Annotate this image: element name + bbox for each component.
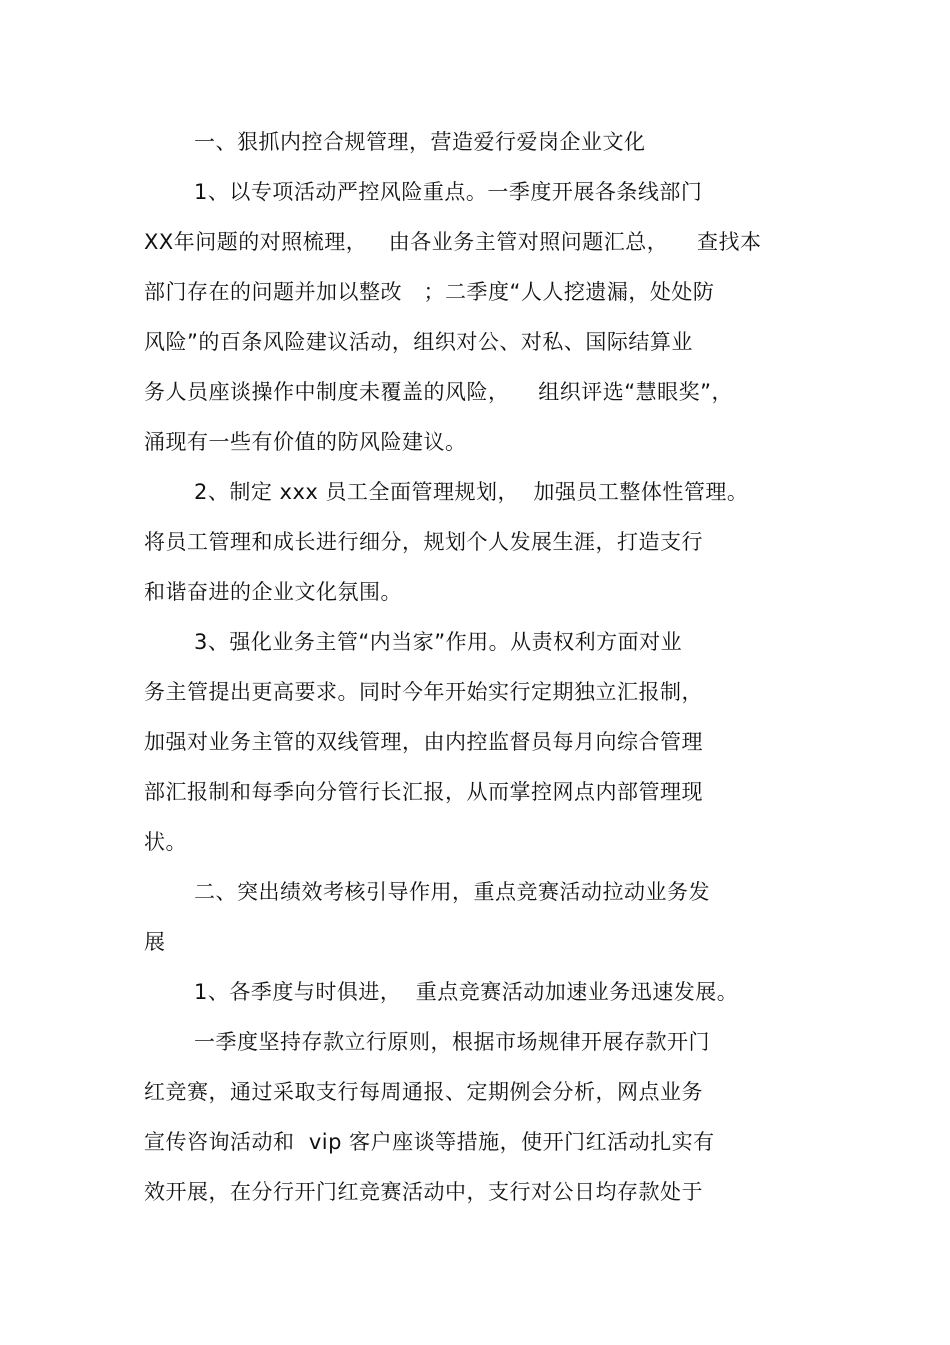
paragraph-line: 将员工管理和成长进行细分，规划个人发展生涯，打造支行 <box>144 530 703 554</box>
paragraph-line: 2、制定 xxx 员工全面管理规划， 加强员工整体性管理。 <box>194 480 749 504</box>
paragraph-line: 1、各季度与时俱进， 重点竞赛活动加速业务迅速发展。 <box>194 980 739 1004</box>
section-heading-2-cont: 展 <box>144 930 166 954</box>
paragraph-line: 部汇报制和每季向分管行长汇报，从而掌控网点内部管理现 <box>144 780 703 804</box>
paragraph-line: 和谐奋进的企业文化氛围。 <box>144 580 402 604</box>
paragraph-line: 加强对业务主管的双线管理，由内控监督员每月向综合管理 <box>144 730 703 754</box>
paragraph-line: 涌现有一些有价值的防风险建议。 <box>144 430 467 454</box>
paragraph-line: XX年问题的对照梳理， 由各业务主管对照问题汇总， 查找本 <box>144 230 762 254</box>
paragraph-line: 部门存在的问题并加以整改 ；二季度“人人挖遗漏，处处防 <box>144 280 715 304</box>
paragraph-line: 3、强化业务主管“内当家”作用。从责权利方面对业 <box>194 630 683 654</box>
section-heading-2: 二、突出绩效考核引导作用，重点竞赛活动拉动业务发 <box>194 880 710 904</box>
paragraph-line: 效开展，在分行开门红竞赛活动中，支行对公日均存款处于 <box>144 1180 703 1204</box>
paragraph-line: 风险”的百条风险建议活动，组织对公、对私、国际结算业 <box>144 330 693 354</box>
paragraph-line: 状。 <box>144 830 187 854</box>
paragraph-line: 一季度坚持存款立行原则，根据市场规律开展存款开门 <box>194 1030 710 1054</box>
paragraph-line: 红竞赛，通过采取支行每周通报、定期例会分析，网点业务 <box>144 1080 703 1104</box>
paragraph-line: 务主管提出更高要求。同时今年开始实行定期独立汇报制， <box>144 680 703 704</box>
paragraph-line: 务人员座谈操作中制度未覆盖的风险， 组织评选“慧眼奖”， <box>144 380 733 404</box>
section-heading-1: 一、狠抓内控合规管理，营造爱行爱岗企业文化 <box>194 130 646 154</box>
paragraph-line: 宣传咨询活动和 vip 客户座谈等措施，使开门红活动扎实有 <box>144 1130 715 1154</box>
paragraph-line: 1、以专项活动严控风险重点。一季度开展各条线部门 <box>194 180 703 204</box>
